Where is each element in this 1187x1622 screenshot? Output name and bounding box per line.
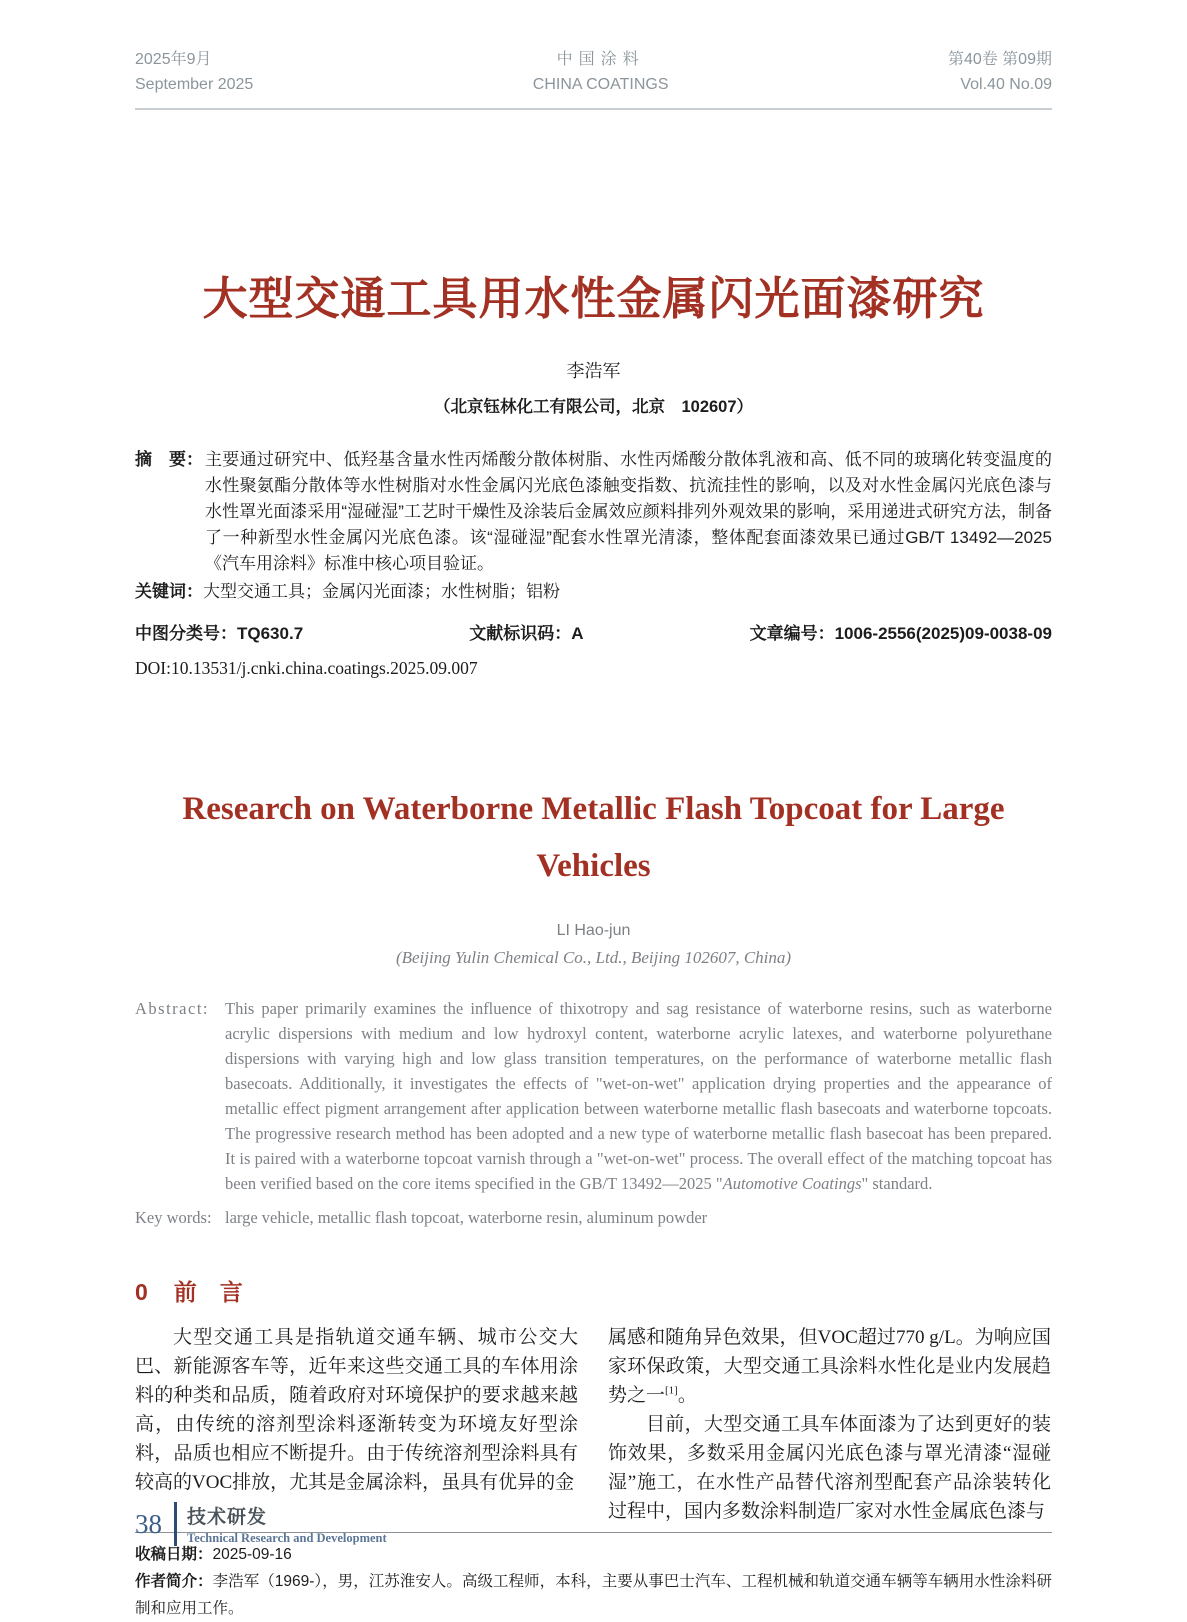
author-name-en: LI Hao-jun bbox=[556, 922, 631, 940]
article-title-cn: 大型交通工具用水性金属闪光面漆研究 bbox=[202, 272, 985, 324]
keywords-en-text: large vehicle, metallic flash topcoat, waterborne resin, aluminum powder bbox=[225, 1208, 708, 1228]
column-title-cn: 技术研发 bbox=[187, 1507, 268, 1528]
intro-paragraph-1-left: 大型交通工具是指轨道交通车辆、城市公交大巴、新能源客车等，近年来这些交通工具的车体用涂料的种类和品质，随着政府对环境保护的要求越来越高，由传统的溶剂型涂料逐渐转变为环境友好型涂料，品质也相应不断提升。由于传统溶剂型涂料具有较高的VOC排放，尤其是金属涂料，虽具有优异的金 bbox=[135, 1327, 578, 1494]
article-title-en: Research on Waterborne Metallic Flash Topcoat for Large Vehicles bbox=[182, 790, 1005, 885]
abstract-en-label: Abstract: bbox=[135, 999, 209, 1019]
body-columns bbox=[135, 1323, 1052, 1526]
keywords-cn-text: 大型交通工具；金属闪光面漆；水性树脂；铝粉 bbox=[203, 581, 560, 601]
issue-date-cn: 2025年9月 bbox=[135, 51, 212, 68]
received-date-label: 收稿日期： bbox=[135, 1546, 213, 1564]
body-column-left bbox=[135, 1323, 578, 1526]
clc-number: 中图分类号：TQ630.7 bbox=[135, 623, 304, 643]
doi: DOI:10.13531/j.cnki.china.coatings.2025.09.007 bbox=[135, 657, 478, 678]
abstract-en bbox=[135, 996, 1052, 1196]
intro-paragraph-1-right-end: 。 bbox=[677, 1385, 697, 1407]
section-number: 0 bbox=[135, 1279, 148, 1306]
abstract-en-text: This paper primarily examines the influence of thixotropy and sag resistance of waterborne resins, such as waterborne acrylic dispersions with medium and low hydroxyl content, waterborne acrylic latexes, and waterborne polyurethane dispersions with varying high and low glass transition temperatures, on the performance of waterborne metallic flash basecoats. Additionally, it investigates the effects of "wet-on-wet" application drying properties and the appearance of metallic effect pigment arrangement after application between waterborne metallic flash basecoats and waterborne topcoats. The progressive research method has been adopted and a new type of waterborne metallic flash basecoat has been prepared. It is paired with a waterborne topcoat varnish through a "wet-on-wet" process. The overall effect of the matching topcoat has been verified based on the core items specified in the GB/T 13492—2025 " bbox=[225, 999, 1052, 1194]
author-affiliation-en: (Beijing Yulin Chemical Co., Ltd., Beijing 102607, China) bbox=[395, 948, 792, 968]
footer-column-title bbox=[187, 1502, 387, 1546]
footer-divider-bar bbox=[174, 1502, 177, 1546]
abstract-cn bbox=[135, 447, 1052, 577]
keywords-en bbox=[135, 1205, 1052, 1230]
citation-ref-1: [1] bbox=[665, 1384, 678, 1397]
page-number: 38 bbox=[135, 1508, 162, 1539]
page-footer bbox=[135, 1502, 387, 1546]
volume-issue-en: Vol.40 No.09 bbox=[960, 75, 1052, 93]
header-issue-date bbox=[135, 48, 253, 98]
received-date-value: 2025-09-16 bbox=[212, 1546, 292, 1564]
author-bio-line bbox=[135, 1568, 1052, 1622]
header-volume-issue bbox=[948, 48, 1052, 98]
intro-paragraph-2: 目前，大型交通工具车体面漆为了达到更好的装饰效果，多数采用金属闪光底色漆与罩光清漆“湿碰湿”施工，在水性产品替代溶剂型配套产品涂装转化过程中，国内多数涂料制造厂家对水性金属底色漆与 bbox=[608, 1414, 1051, 1523]
section-title: 前 言 bbox=[173, 1279, 243, 1306]
section-heading-0 bbox=[135, 1274, 1052, 1307]
journal-name-en: CHINA COATINGS bbox=[532, 75, 669, 93]
header-journal-name bbox=[533, 48, 669, 98]
volume-issue-cn: 第40卷 第09期 bbox=[947, 51, 1052, 68]
document-code: 文献标识码：A bbox=[469, 623, 584, 643]
column-title-en: Technical Research and Development bbox=[187, 1531, 387, 1545]
article-id: 文章编号：1006-2556(2025)09-0038-09 bbox=[749, 623, 1052, 643]
abstract-cn-text: 主要通过研究中、低羟基含量水性丙烯酸分散体树脂、水性丙烯酸分散体乳液和高、低不同的玻璃化转变温度的水性聚氨酯分散体等水性树脂对水性金属闪光底色漆触变指数、抗流挂性的影响，以及对水性金属闪光底色漆与水性罩光面漆采用“湿碰湿”工艺时干燥性及涂装后金属效应颜料排列外观效果的影响，采用递进式研究方法，制备了一种新型水性金属闪光底色漆。该“湿碰湿”配套水性罩光清漆，整体配套面漆效果已通过GB/T 13492—2025《汽车用涂料》标准中核心项目验证。 bbox=[205, 449, 1052, 573]
issue-date-en: September 2025 bbox=[135, 75, 254, 93]
abstract-en-text-end: " standard. bbox=[861, 1174, 933, 1194]
classification-row bbox=[135, 619, 1052, 644]
body-column-right bbox=[608, 1323, 1051, 1526]
journal-page bbox=[135, 0, 1052, 1622]
journal-header bbox=[135, 48, 1052, 110]
journal-name-cn: 中国涂料 bbox=[556, 51, 645, 68]
intro-paragraph-1-right-text: 属感和随角异色效果，但VOC超过770 g/L。为响应国家环保政策，大型交通工具涂料水性化是业内发展趋势之一 bbox=[608, 1327, 1051, 1407]
author-bio-text: 李浩军（1969-），男，江苏淮安人。高级工程师，本科，主要从事巴士汽车、工程机械和轨道交通车辆等车辆用水性涂料研制和应用工作。 bbox=[135, 1573, 1052, 1618]
keywords-cn-label: 关键词： bbox=[135, 581, 203, 601]
keywords-cn bbox=[135, 579, 1052, 605]
abstract-cn-label: 摘 要： bbox=[135, 449, 203, 469]
author-affiliation-cn: （北京钰林化工有限公司，北京 102607） bbox=[433, 397, 754, 416]
author-bio-label: 作者简介： bbox=[135, 1573, 213, 1591]
author-name-cn: 李浩军 bbox=[566, 360, 621, 381]
abstract-en-standard-name: Automotive Coatings bbox=[722, 1174, 862, 1194]
keywords-en-label: Key words: bbox=[135, 1208, 212, 1228]
intro-paragraph-1-right bbox=[608, 1323, 1051, 1410]
